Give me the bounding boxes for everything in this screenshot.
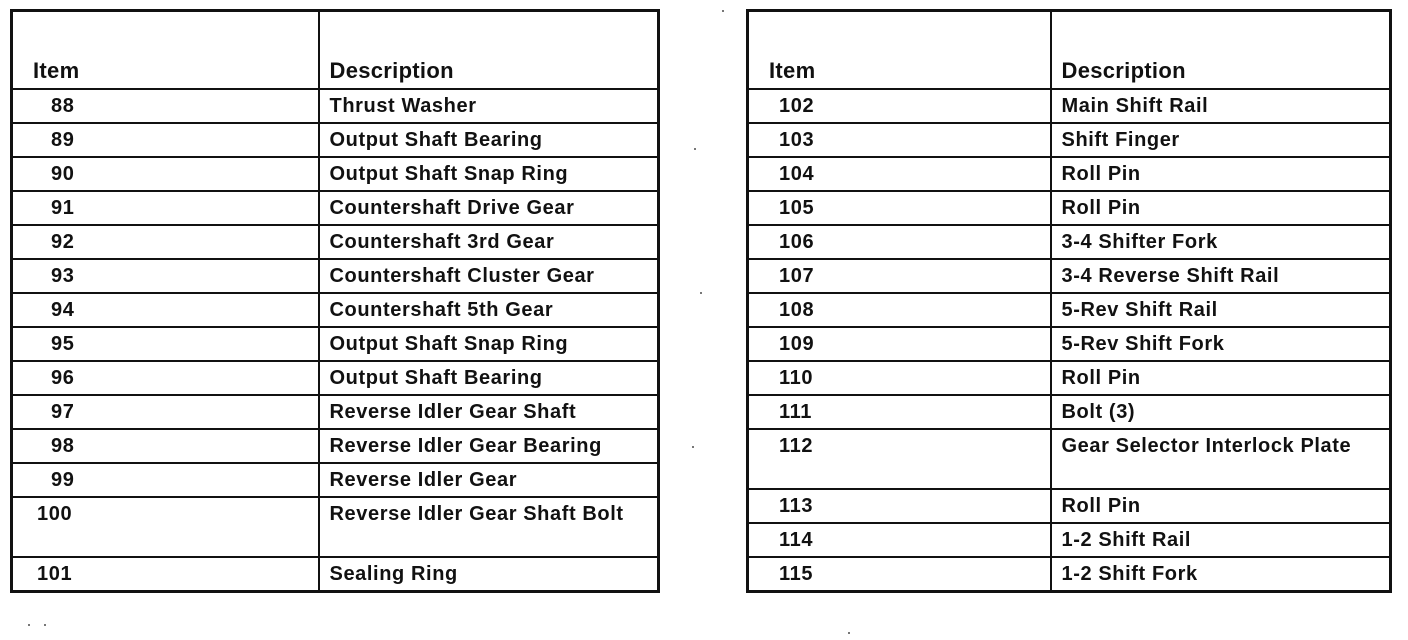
item-number: 104 (748, 157, 1051, 191)
item-column-header: Item (12, 11, 319, 90)
item-description: Sealing Ring (319, 557, 659, 591)
item-number: 111 (748, 395, 1051, 429)
item-number: 96 (12, 361, 319, 395)
item-description: Reverse Idler Gear Shaft Bolt (319, 497, 659, 557)
table-row (12, 89, 659, 123)
item-number: 114 (748, 523, 1051, 557)
table-row (748, 225, 1391, 259)
item-number: 88 (12, 89, 319, 123)
table-row (12, 293, 659, 327)
item-number: 102 (748, 89, 1051, 123)
item-description: 3-4 Shifter Fork (1051, 225, 1391, 259)
item-number: 97 (12, 395, 319, 429)
table-row (748, 293, 1391, 327)
item-description: Countershaft 5th Gear (319, 293, 659, 327)
item-description: Roll Pin (1051, 157, 1391, 191)
item-description: Gear Selector Interlock Plate (1051, 429, 1391, 489)
item-description: 1-2 Shift Fork (1051, 557, 1391, 591)
item-description: 1-2 Shift Rail (1051, 523, 1391, 557)
table-row (12, 259, 659, 293)
table-row (12, 123, 659, 157)
table-row (12, 497, 659, 557)
item-number: 89 (12, 123, 319, 157)
table-row (748, 259, 1391, 293)
item-number: 99 (12, 463, 319, 497)
item-description: Reverse Idler Gear Shaft (319, 395, 659, 429)
scan-speck (694, 148, 696, 150)
table-row (12, 463, 659, 497)
table-row (748, 157, 1391, 191)
item-number: 95 (12, 327, 319, 361)
item-description: Output Shaft Bearing (319, 361, 659, 395)
item-number: 92 (12, 225, 319, 259)
item-description: 5-Rev Shift Rail (1051, 293, 1391, 327)
scan-speck (722, 10, 724, 12)
table-row (748, 191, 1391, 225)
item-description: Countershaft 3rd Gear (319, 225, 659, 259)
header-row (12, 11, 659, 90)
table-row (12, 225, 659, 259)
scan-speck (692, 446, 694, 448)
scan-speck (28, 624, 30, 626)
scan-speck (700, 292, 702, 294)
item-description: Reverse Idler Gear (319, 463, 659, 497)
table-row (748, 89, 1391, 123)
item-number: 107 (748, 259, 1051, 293)
item-description: Reverse Idler Gear Bearing (319, 429, 659, 463)
item-description: Roll Pin (1051, 361, 1391, 395)
item-number: 101 (12, 557, 319, 591)
item-description: Roll Pin (1051, 191, 1391, 225)
table-row (748, 429, 1391, 489)
item-description: 3-4 Reverse Shift Rail (1051, 259, 1391, 293)
item-number: 115 (748, 557, 1051, 591)
item-number: 105 (748, 191, 1051, 225)
table-row (748, 523, 1391, 557)
parts-table-left (10, 9, 660, 593)
table-row (12, 429, 659, 463)
item-number: 112 (748, 429, 1051, 489)
table-row (748, 489, 1391, 523)
item-description: Countershaft Cluster Gear (319, 259, 659, 293)
table-row (12, 327, 659, 361)
item-description: Output Shaft Snap Ring (319, 327, 659, 361)
description-column-header: Description (319, 11, 659, 90)
item-description: Output Shaft Snap Ring (319, 157, 659, 191)
item-number: 91 (12, 191, 319, 225)
header-row (748, 11, 1391, 90)
table-row (748, 327, 1391, 361)
item-number: 110 (748, 361, 1051, 395)
table-row (12, 191, 659, 225)
table-row (12, 395, 659, 429)
table-row (12, 361, 659, 395)
description-column-header: Description (1051, 11, 1391, 90)
item-number: 98 (12, 429, 319, 463)
item-description: Thrust Washer (319, 89, 659, 123)
parts-table-right (746, 9, 1392, 593)
item-description: Roll Pin (1051, 489, 1391, 523)
table-row (748, 361, 1391, 395)
item-number: 100 (12, 497, 319, 557)
table-row (748, 557, 1391, 591)
item-description: Shift Finger (1051, 123, 1391, 157)
table-row (748, 123, 1391, 157)
item-description: Bolt (3) (1051, 395, 1391, 429)
table-row (12, 557, 659, 591)
item-description: 5-Rev Shift Fork (1051, 327, 1391, 361)
item-number: 109 (748, 327, 1051, 361)
item-description: Countershaft Drive Gear (319, 191, 659, 225)
item-number: 90 (12, 157, 319, 191)
item-number: 93 (12, 259, 319, 293)
item-description: Main Shift Rail (1051, 89, 1391, 123)
item-number: 108 (748, 293, 1051, 327)
scan-speck (44, 624, 46, 626)
item-number: 103 (748, 123, 1051, 157)
table-row (748, 395, 1391, 429)
item-number: 94 (12, 293, 319, 327)
scan-speck (848, 632, 850, 634)
table-row (12, 157, 659, 191)
item-number: 113 (748, 489, 1051, 523)
item-number: 106 (748, 225, 1051, 259)
item-column-header: Item (748, 11, 1051, 90)
item-description: Output Shaft Bearing (319, 123, 659, 157)
